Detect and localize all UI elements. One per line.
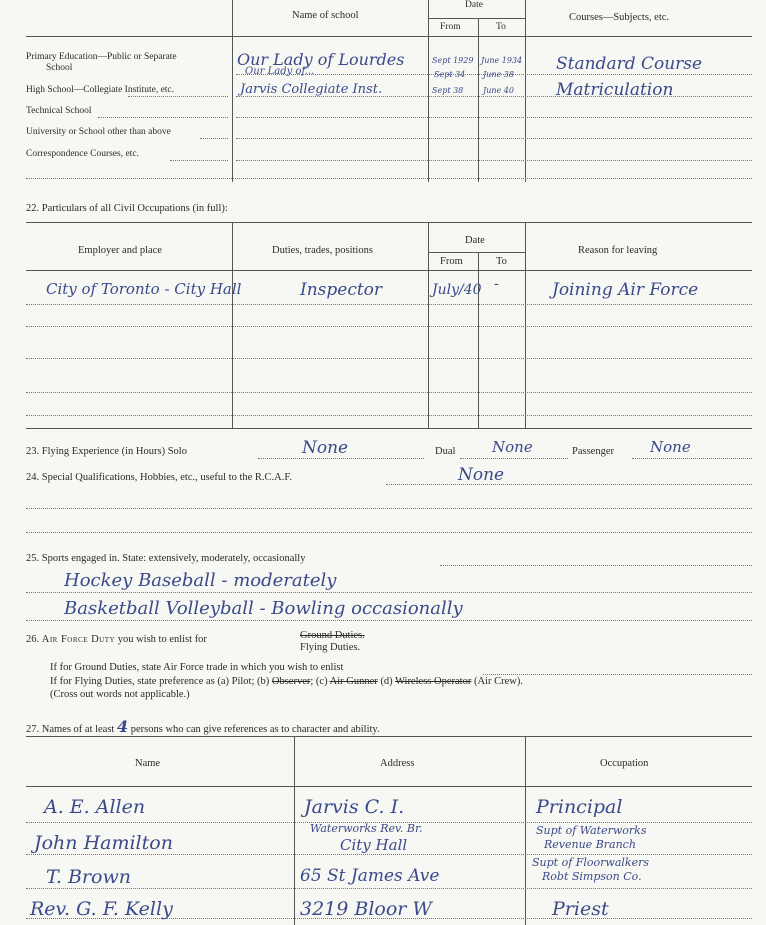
civil-header-employer: Employer and place [78, 245, 162, 256]
q27-label-b: persons who can give references as to character and ability. [130, 724, 380, 735]
q23-dual-label: Dual [435, 446, 456, 457]
ref-3-occupation-2: Robt Simpson Co. [542, 870, 642, 883]
edu-primary-course: Standard Course [556, 54, 703, 74]
q27-header-address: Address [380, 758, 415, 769]
q26-rest: you wish to enlist for [117, 634, 207, 645]
q26-line1: If for Ground Duties, state Air Force trade in which you wish to enlist [50, 662, 344, 673]
ref-3-address: 65 St James Ave [300, 866, 440, 886]
edu-label-high: High School—Collegiate Institute, etc. [26, 85, 175, 95]
q26-line2c: (d) [380, 676, 393, 687]
ref-3-occupation: Supt of Floorwalkers [532, 856, 649, 869]
q27-header-name: Name [135, 758, 161, 769]
civil-title: 22. Particulars of all Civil Occupations (in full): [26, 203, 228, 214]
ref-4-occupation: Priest [552, 898, 609, 920]
q23-solo: None [302, 438, 349, 458]
q26-ground: Ground Duties. [300, 630, 365, 641]
edu-label-university: University or School other than above [26, 127, 171, 137]
q23-label: 23. Flying Experience (in Hours) Solo [26, 446, 187, 457]
edu-high-to: June 40 [483, 86, 514, 95]
edu-label-correspondence: Correspondence Courses, etc. [26, 149, 139, 159]
q27-label-a: 27. Names of at least [26, 724, 115, 735]
civil-header-date: Date [465, 235, 485, 246]
q26-wireless: Wireless Operator [395, 676, 472, 687]
ref-4-address: 3219 Bloor W [300, 898, 432, 920]
edu-primary-from: Sept 1929 [432, 56, 474, 65]
edu-primary-to: June 1934 [481, 56, 523, 65]
q26-line2a: If for Flying Duties, state preference as (a) Pilot; (b) [50, 676, 270, 687]
ref-1-occupation: Principal [536, 796, 623, 818]
civil-duties: Inspector [300, 280, 383, 300]
q26-caps: Air Force Duty [41, 634, 116, 645]
edu-primary-school-2: Our Lady of... [245, 66, 315, 77]
edu-header-from: From [440, 22, 461, 32]
q23-dual: None [492, 438, 533, 456]
edu-primary-to-2: June 38 [483, 70, 514, 79]
q26-label [26, 634, 207, 645]
civil-reason: Joining Air Force [552, 280, 699, 300]
ref-1-address: Jarvis C. I. [304, 796, 405, 818]
q26-line2b: ; (c) [310, 676, 328, 687]
q25-line2: Basketball Volleyball - Bowling occasionally [64, 598, 463, 619]
ref-2-occupation-2: Revenue Branch [544, 838, 636, 851]
q23-passenger: None [650, 438, 691, 456]
civil-to: - [494, 276, 499, 292]
q26-line2 [50, 676, 523, 687]
civil-header-duties: Duties, trades, positions [272, 245, 373, 256]
ref-2-name: John Hamilton [34, 832, 173, 854]
civil-header-from: From [440, 256, 463, 267]
edu-primary-school: Our Lady of Lourdes [237, 50, 405, 69]
q27-label [26, 717, 380, 736]
ref-4-name: Rev. G. F. Kelly [30, 898, 173, 920]
q26-flying: Flying Duties. [300, 642, 361, 653]
edu-high-from: Sept 38 [432, 86, 464, 95]
q26-number: 26. [26, 634, 40, 645]
ref-2-address: Waterworks Rev. Br. [310, 822, 423, 835]
q25-label: 25. Sports engaged in. State: extensively, moderately, occasionally [26, 553, 306, 564]
edu-header-school: Name of school [292, 10, 359, 21]
q23-passenger-label: Passenger [572, 446, 614, 457]
edu-primary-from-2: Sept 34 [434, 70, 466, 79]
ref-2-occupation: Supt of Waterworks [536, 824, 647, 837]
q26-line2d: (Air Crew). [473, 676, 523, 687]
q27-handwritten-num: 4 [116, 717, 129, 736]
q24-value: None [458, 465, 505, 485]
ref-3-name: T. Brown [46, 866, 131, 888]
q25-line1: Hockey Baseball - moderately [64, 570, 337, 591]
edu-header-to: To [496, 22, 506, 32]
civil-employer: City of Toronto - City Hall [46, 280, 242, 298]
edu-high-school: Jarvis Collegiate Inst. [240, 82, 383, 97]
q27-header-occupation: Occupation [600, 758, 649, 769]
civil-header-reason: Reason for leaving [578, 245, 658, 256]
edu-label-primary: Primary Education—Public or Separate [26, 52, 177, 62]
q26-line3: (Cross out words not applicable.) [50, 689, 190, 700]
ref-2-address-2: City Hall [340, 836, 408, 854]
edu-high-course: Matriculation [556, 80, 674, 100]
civil-from: July/40 [432, 282, 482, 298]
q26-gunner: Air Gunner [329, 676, 378, 687]
ref-1-name: A. E. Allen [44, 796, 146, 818]
edu-label-primary-2: School [46, 63, 73, 73]
q26-observer: Observer [271, 676, 311, 687]
edu-label-technical: Technical School [26, 106, 92, 116]
q24-label: 24. Special Qualifications, Hobbies, etc., useful to the R.C.A.F. [26, 472, 292, 483]
edu-header-courses: Courses—Subjects, etc. [569, 12, 670, 23]
civil-header-to: To [496, 256, 507, 267]
edu-header-date: Date [465, 0, 483, 10]
